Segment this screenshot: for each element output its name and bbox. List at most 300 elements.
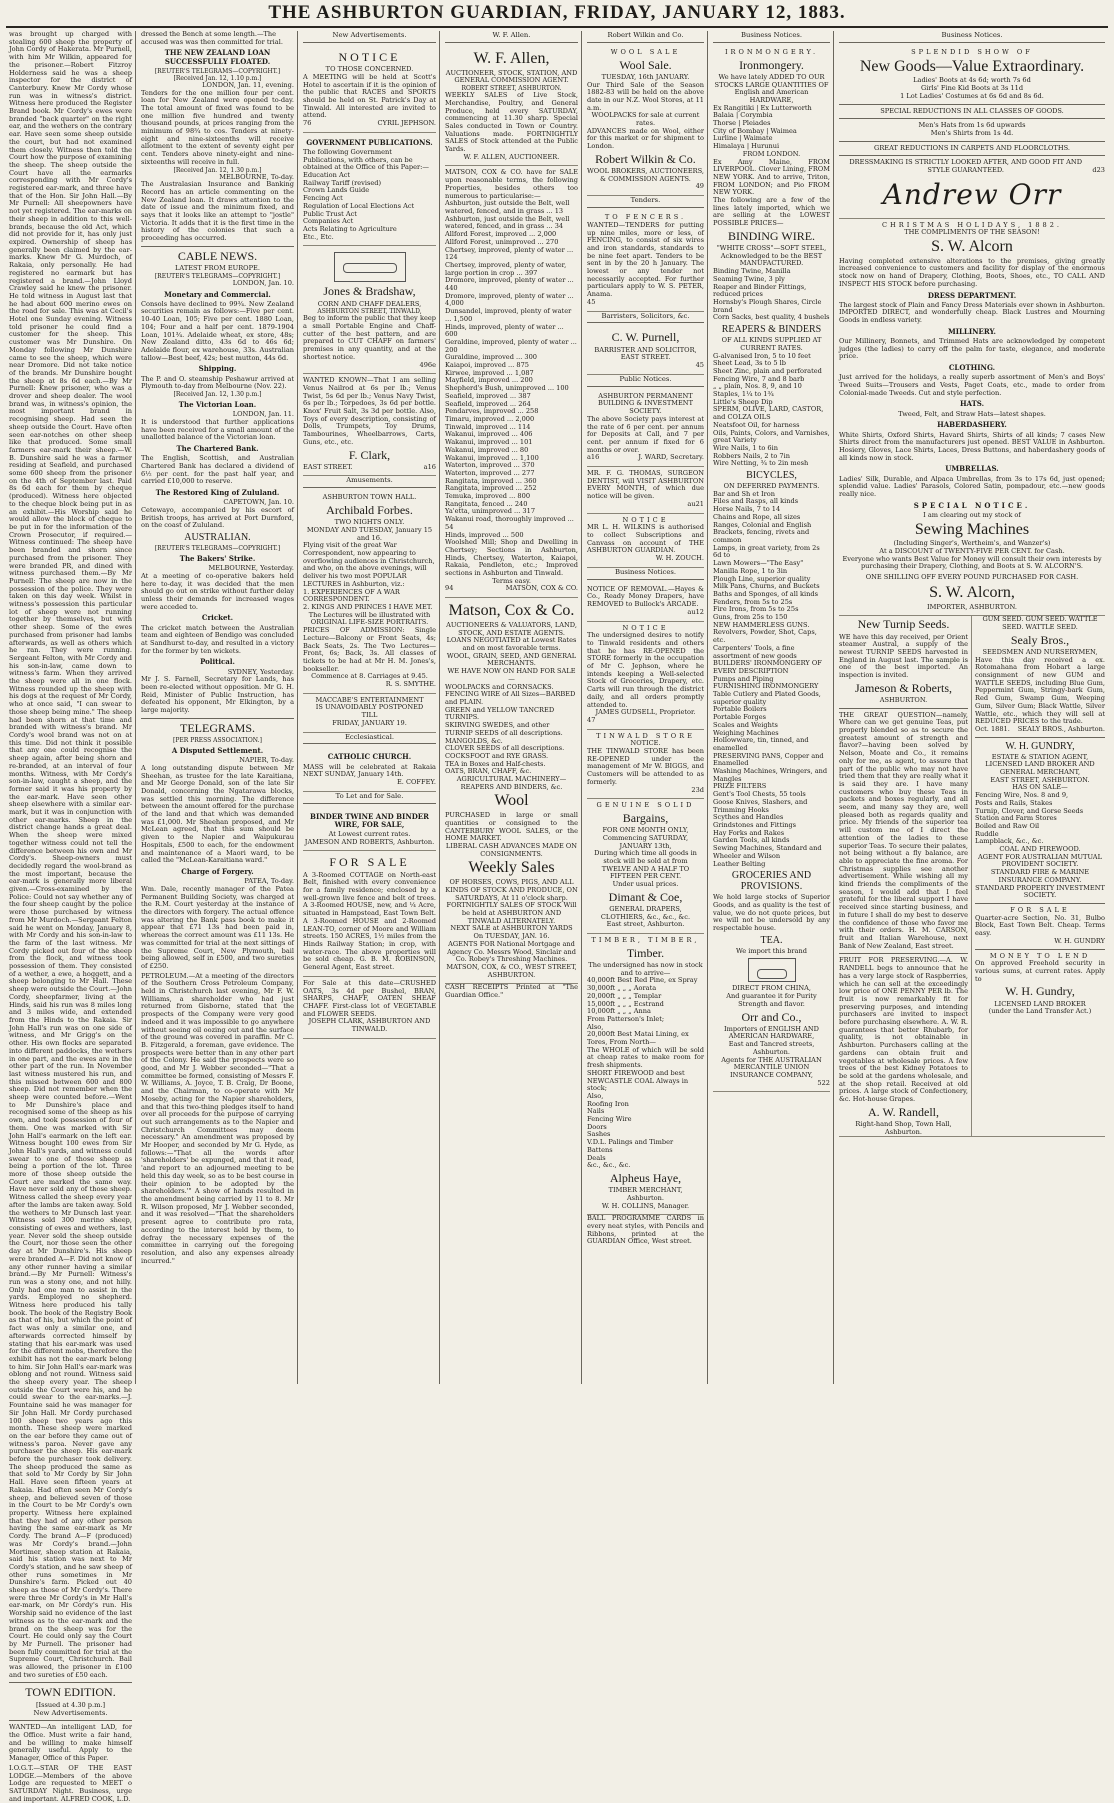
barristers-heading: Barristers, Solicitors, &c.: [587, 312, 704, 324]
column-header: Robert Wilkin and Co.: [587, 31, 704, 43]
reuters-note: [REUTER'S TELEGRAMS—COPYRIGHT.]: [154, 544, 281, 552]
thomas-ad: [587, 467, 704, 514]
hats-heading: HATS.: [959, 399, 985, 409]
wanderer-text: Ex Amy Maine, FROM LIVERPOOL. Clover Lining, FROM NEW YORK. And to arrive, Triton, FROM LONDON; and Pio FROM NEW YORK.: [713, 157, 830, 197]
column-7: [836, 31, 1108, 1384]
dimant-sub: GENERAL DRAPERS, CLOTHIERS, &c., &c., &c.: [600, 904, 691, 921]
court-report-text: was brought up charged with stealing 600 sheep the property of John Cordy of Hakerata. Mr Purnell, with him Mr Wilkin, appeared for the prisoner.—Robert Fitzroy Holderness said he was a sheep inspector for the district of Canterbury. Knew Mr Cordy whose run was in witness's district. Witness here produced the Register Brand book. Mr Cordy's ewes were branded "back quarter" on the right ear, and the wethers on the contrary ear. Have seen some sheep outside the court, but had not examined them closely. Witness then told the Court how the purpose of examining the sheep. The sheep outside the Court have all the earmarks corresponding with Mr Cordy's registered ear-mark, and three have that of the Hon. Sir John Hall.—By Mr Purnell: All sheepowners have not yet registered. The ear-marks on their sheep in addition to this well-brands, because the old Act, which did not provide for it, has only just expired. Ownership of sheep has generally been claimed by the ear-marks. Knew Mr G. Murdoch, of Rakaia, only personally. He had registered no earmark but has registered a brand.—John Lloyd Crawley said he knew the prisoner. He told witness in August last that he had about 600 merino ewes on the road for sale. This was at Cecil's Hotel one Sunday evening. Witness told prisoner he could find a customer for the sheep. This customer was Mr Dunshire. On Monday following Mr Dunshire came to see the sheep, which were near Dromore. Did not take notice of the brands. Mr Dunshire bought the sheep at 8s 6d each.—By Mr Purnell: Knew prisoner, who was a drover and sheep dealer. The wool brand was, in witness's opinion, the most important brand in recognising sheep. Had seen the sheep outside the Court. Have often seen ear-notches on other sheep like that produced. Some small farmers ear-mark their sheep.—W. B. Dunshire said he was a farmer residing at Seafield, and purchased some 600 sheep from the prisoner on the 4th of September last. Paid 8s 6d each for them by cheque (produced). Witness here objected to the cheque block being put in as an exhibit.—His Worship said he would allow the block of cheque to be put in for the information of the Crown Prosecutor, if required.—Witness continued: The sheep have been branded and shorn since purchased from the prisoner. They were branded PR, and dined with witness purchased them.—By Mr Purnell: The sheep are now in the possession of the police. They were taken on this day week. Whilst in witness's possession this particular lot of sheep were not running together by themselves, but with other sheep. Some of the ewes purchased from prisoner had lambs afterwards, as well as others which he ran. They were running. Sergeant Felton, with Mr Cordy and his son-in-law, came down to witness's farm. When they arrived the sheep were all in one flock. Witness rounded up the sheep with his dogs at the request of Mr Cordy, who at once said, "I can swear to those sheep being mine." The sheep had been shorn at that time and branded with witness's brand. Mr Cordy's wool brand was not on at this time. Did not think it possible that any one could recognise the sheep again, after being shorn and re-branded, at an interval of four months. Witness, with Mr Cordy's son-in-law, caught a sheep, and the former said it was his property by the ear-mark. Have seen other sheep elsewhere with a similar ear-mark, but it was in conjunction with other ear-marks. Sheep in the district change hands a great deal. When the sheep were mixed together witness could not tell the difference between his own and Mr Cordy's. Sheep-owners must decidedly regard the wool-brand as the most important, because the ear-mark is generally more liberal given.—Cross-examined by the Police: Could not say whether any of the four sheep caught by the police were those purchased by witness from Mr Murdoch.—Sergeant Felton said he went on Monday, January 8, with Mr Cordy and his son-in-law to the farm of the last witness. Mr Cordy picked out four of the sheep from the flock, and witness took possession of them. They consisted of a wether, a ewe, a hoggett, and a sheep belonging to Mr Hall. These sheep were outside the Court.—John Cordy, sheepfarmer, living at the Hinds, said his run was 8 miles long and 3 miles wide, and extended from the Hinds to the Rakaia. Sir John Hall's run was on one side of witness, and Mr Grigg's on the other. His own flocks are separated into different paddocks, the wethers in one part, and the ewes are in the other part of the run. In November last witness mustered his run, and this missed between 600 and 800 sheep. Did not remember when the sheep were counted before.—Went to Mr Dunshire's place and recognised some of the sheep as his own, and took possession of four of them. One was marked with Sir John Hall's earmark on the left ear. Witness bought 100 ewes from Sir John Hall's yards, and witness could swear to one of those sheep as being a portion of the lot. Three more of those sheep outside the Court are marked the same way. Have never sold any of those sheep. Witness called the sheep every year after the lambs are taken away. Sold the wethers to Mr Dunsch last year. Witness sold 300 merino sheep, consisting of ewes and wethers, last year. Never sold the sheep outside the Court, nor those seen the other day at Mr Dunshire's. His sheep were branded A—F. Did not know of any other runner having a similar brand.—By Mr Purnell: Witness's run was a stony one, and not hilly. Only had one man to assist in the yards. Employed no shepherd. Witness here produced his tally book. The book of the Registry Book as that of his, but which the point of fact was only a similar one, and afterwards corrected himself by stating that his ear-mark was used for the different mobs, therefore the exhibit has not the ear-mark belong to him. Sir John Hall's ear-mark was oblong and not round. Witness said the sheep every year. The sheep outside the Court were his, and he could swear to the ear-marks.—J. Fountaine said he was manager for Sir John Hall. Mr Cordy purchased 100 sheep two years ago this month. These sheep were marked on the ear before they came out of witness's paroa. Never gave any purchaser the sheep. His ear-mark before the purchaser took delivery. The sheep produced the same as that sold to Mr Cordy by Sir John Hall. Have seen fifteen years at Rakaia. Had often seen Mr Cordy's sheep, and believed seven of those in the Court to be Mr Cordy's own property. Witness here explained that they had of any other person having the same ear-mark as Mr Cordy. The brand A—F (produced) was Mr Cordy's brand.—John Mortimer, sheep station at Rakaia, said his station was next to Mr Cordy's station, and he saw sheep of other runs sometimes in Mr Dunshire's farm. Picked out 40 sheep as those of Mr Cordy's. There were three Mr Cordy's in Mr Hall's ear-mark, on Mr Cordy's run. His Worship said no evidence of the last witness as to the ear-mark and the brand on the sheep was for the Court. He could only say the Court by Mr Purnell. The prisoner had been fully committed for trial at the Supreme Court, Christchurch. Bail was allowed, the prisoner in £100 and two sureties of £50 each.: [9, 30, 133, 1679]
gudsell-signature: JAMES GUDSELL, Proprietor.: [595, 708, 696, 717]
clark-ad: [303, 374, 436, 476]
following-text: The following are a few of the lines lately imported, which we are selling at the LOWEST POSSIBLE PRICES—: [713, 196, 830, 228]
tenders-heading: Tenders.: [587, 196, 704, 208]
deferred-payments: ON DEFERRED PAYMENTS.: [723, 482, 820, 491]
ship-list: Ex Rangitiki | Ex Lutterworth Balaia | Corymbia Thorse | Pleiades City of Bombay | Waimea Lurline | Waimate Himalaya | Hurunui: [713, 103, 812, 151]
bargains-under: Under usual prices.: [612, 880, 679, 889]
agents-for: AGENTS FOR National Mortgage and Agency Co. Messrs Wood, Sinclair and Co. Robey's Threshing Machines.: [447, 939, 576, 964]
commercial-text: Consols have declined to 99¾. New Zealand securities remain as follows:—Five per cent. 10-40 Loan, 105; Five per cent. 1880 Loan, 104; Four and a half per cent. 1879-1904 Loan, 101¾. Adelaide wheat, ex store, 48s; New Zealand ditto, 43s 6d to 46s 6d; Adelaide flour, ex warehouse, 33s. Australian tallow—Best beef, 42s; best mutton, 44s 6d.: [141, 299, 294, 362]
chartered-heading: The Chartered Bank.: [176, 443, 259, 453]
dateline: LONDON, Jan. 10.: [232, 278, 294, 287]
andrew-orr-signature: Andrew Orr: [882, 177, 1062, 211]
alcorn-text: Having completed extensive alterations to the premises, giving greatly increased convenience to customers and facility for display of the enormous stock now on hand of Drapery, Clothing, Boots, Shoes, etc., TO CALL AND INSPECT HIS STOCK before purchasing.: [839, 256, 1105, 288]
iron-list: Binding Twine, Manilla Seaming Twine, 3 ply Reaper and Binder Fittings, reduced prices Hornsby's Plough Shares, Circle brand Corn Sacks, best quality, 4 bushels: [713, 267, 830, 322]
amusements-heading: Amusements.: [303, 476, 436, 488]
white-cross: "WHITE CROSS"—SOFT STEEL,: [716, 244, 827, 253]
ladies-boots-list: Ladies' Boots at 4s 6d; worth 7s 6d Girls' Fine Kid Boots at 3s 11d 1 Lot Ladies' Costumes at 6s 6d and 8s 6d.: [900, 76, 1044, 100]
umbrellas-heading: UMBRELLAS.: [945, 464, 999, 474]
compliments: THE COMPLIMENTS OF THE SEASON!: [904, 228, 1040, 237]
wool-sale-date: TUESDAY, 16th JANUARY.: [601, 72, 690, 81]
dispute-heading: A Disputed Settlement.: [171, 745, 264, 755]
jones-ad: [303, 246, 436, 374]
mens-list: Men's Hats from 1s 6d upwards Men's Shirts from 1s 4d.: [918, 121, 1026, 137]
alpheus-title: Alpheus Haye,: [609, 1170, 682, 1185]
column-header: Business Notices.: [839, 31, 1105, 43]
tea-import: We import this brand: [736, 946, 807, 955]
bottom-ads-row: [839, 616, 1105, 1137]
gundry-sub: ESTATE & STATION AGENT, LICENSED LAND BROKER AND GENERAL MERCHANT,: [985, 752, 1095, 777]
issued-note: [Issued at 4.30 p.m.]: [35, 1700, 106, 1709]
forsale-signature: W. H. GUNDRY: [1054, 936, 1105, 945]
carpets: GREAT REDUCTIONS IN CARPETS AND FLOORCLOTHS.: [874, 143, 1070, 152]
alpheus-address: Ashburton.: [627, 1193, 664, 1202]
received-note: [Received Jan. 12, 1.30 p.m.]: [173, 390, 262, 398]
allen-title: W. F. Allen,: [473, 49, 550, 67]
ad-number: 47: [587, 715, 596, 724]
nz-loan-heading: THE NEW ZEALAND LOAN SUCCESSFULLY FLOATED.: [164, 48, 271, 66]
dateline: LONDON, Jan. 11.: [232, 410, 294, 419]
dimant-title: Dimant & Coe,: [608, 889, 683, 904]
zulu-text: Cetewayo, accompanied by his escort of British troops, has arrived at Port Durnford, on the coast of Zululand.: [141, 505, 294, 530]
received-note: [Received Jan. 12, 1.30 p.m.]: [173, 166, 262, 174]
jameson-title: Jameson & Roberts,: [855, 680, 952, 695]
reuters-note: [REUTER'S TELEGRAMS—COPYRIGHT.]: [154, 67, 281, 75]
ironmongery-ad: [713, 46, 830, 1092]
standard-fire: STANDARD FIRE & MARINE INSURANCE COMPANY.: [990, 868, 1090, 884]
timber-text: The undersigned has now in stock and to arrive—: [588, 960, 703, 977]
jones-title: Jones & Bradshaw,: [323, 284, 416, 299]
maccabe-till: TILL: [361, 711, 378, 720]
gum-seed-title: GUM SEED. GUM SEED. WATTLE SEED. WATTLE SEED.: [982, 615, 1098, 632]
binder-title: BINDER TWINE AND BINDER WIRE, FOR SALE,: [310, 811, 429, 829]
wool-sale-ad: [587, 46, 704, 196]
removal-ad: [587, 583, 704, 622]
iron-caps: IRONMONGERY.: [724, 47, 819, 56]
bargains-month: FOR ONE MONTH ONLY,: [602, 826, 689, 835]
purnell-title: C. W. Purnell,: [611, 330, 680, 345]
orr-address: East and Tancred streets, Ashburton.: [728, 1040, 815, 1056]
mass-text: MASS will be celebrated at Rakaia NEXT SUNDAY, January 14th.: [303, 762, 436, 779]
allen-ad: [445, 46, 578, 167]
fruit-text: FRUIT FOR PRESERVING.—A. W. RANDELL begs to announce that he has a very large stock of Raspberries, which he can sell at the exceedingly low price of ONE PENNY PER lb. The fruit is now remarkably fit for preserving purposes, and intending purchasers are invited to inspect before purchasing elsewhere. A. W. R. guarantees that better Rhubarb, for quality, is not obtainable in Ashburton. Purchasers calling at the gardens can obtain fruit and vegetables at wholesale prices. A few trees of the best Kidney Potatoes to be sold at the gardens wholesale, and at the shop retail. Received at old prices. A large stock of Confectionery, &c. Hot-house Grapes.: [839, 956, 968, 1104]
dateline: NAPIER, To-day.: [239, 756, 294, 765]
notice-text: A MEETING will be held at Scott's Hotel to ascertain if it is the opinion of the public that RACES and SPORTS should be held on St. Patrick's Day at Tinwald. All interested are invited to attend.: [303, 72, 436, 120]
ad-number: 45: [587, 297, 596, 306]
wool-title: Wool: [494, 792, 529, 810]
dateline: MELBOURNE, To-day.: [219, 172, 294, 181]
sealy-date: Oct. 1881.: [975, 724, 1010, 733]
timber-list: 40,000ft Best Red Pine, ex Spray 30,000ft „ „ „ Aorata 20,000ft „ „ „ Templar 15,000ft „ „ „ Ecstrand 10,000ft „ „ „ Anna From Patterson's Inlet; Also, 20,000ft Best Matai Lining, ex Tores, From North—: [587, 976, 698, 1047]
dress-heading: DRESS DEPARTMENT.: [927, 290, 1017, 300]
standard-property: STANDARD PROPERTY INVESTMENT SOCIETY.: [975, 883, 1105, 900]
column-6: [710, 31, 834, 1384]
press-note: [PER PRESS ASSOCIATION.]: [173, 736, 262, 744]
groceries-text: We hold large stocks of Superior Goods, and as quality is the test of value, we do not quote prices, but we will not be undersold by any respectable house.: [713, 893, 830, 933]
sewing-title: Sewing Machines: [914, 520, 1030, 538]
haberdashery-heading: HABERDASHERY.: [937, 420, 1007, 430]
latest-europe: LATEST FROM EUROPE.: [175, 264, 260, 273]
gundry-has: HAS ON SALE—: [1012, 783, 1068, 792]
bargains-during: During which time all goods in stock will be sold at from: [594, 849, 697, 865]
matson-title: Matson, Cox & Co.: [448, 602, 575, 620]
sealy-text: Have this day received a ex. Rotomahana from Hobart a large consignment of new GUM and WATTLE SEEDS, including Blue Gum, Peppermint Gum, Stringy-bark Gum, Red Gum, Swamp Gum, Weeping Gum, Silver Gum; Black Wattle, Silver Wattle, etc., which they will sell at REDUCED PRICES to the trade.: [975, 655, 1105, 726]
one-shilling-text: ONE SHILLING OFF EVERY POUND PURCHASED FOR CASH.: [865, 573, 1079, 582]
ad-number: 94: [445, 584, 454, 593]
special-reductions: SPECIAL REDUCTIONS IN ALL CLASSES OF GOODS.: [880, 106, 1064, 115]
notice-ad: [303, 46, 436, 133]
iron-adds: We have lately ADDED TO OUR STOCKS LARGE QUANTITIES OF English and American HARDWARE,: [714, 72, 829, 104]
forbes-ad: [303, 491, 436, 693]
forbes-text: Flying visit of the great War Correspondent, now appearing to overflowing audiences in Christchurch, and who, on the above evenings, will deliver his two most POPULAR LECTURES in Ashburton, viz.: 1. EXPERIENCES OF A WAR CORRESPONDENT. 2. KINGS AND PRINCES I HAVE MET.: [303, 541, 435, 611]
maccabe-title: MACCABE'S ENTERTAINMENT: [315, 695, 424, 704]
bargains-title: Bargains,: [622, 810, 669, 825]
timber-list-2: SHORT FIREWOOD and best NEWCASTLE COAL Always in stock; Also, Roofing Iron Nails Fencing Wire Doors Sashes V.D.L. Palings and Timber Battens Deals &c., &c., &c.: [587, 1068, 689, 1170]
notice-text: MR L. H. WILKINS is authorised to collect Subscriptions and Canvass on account of THE ASHBURTON GUARDIAN.: [587, 523, 704, 555]
wilkin-title: Robert Wilkin & Co.: [595, 151, 696, 166]
notice-text: The undersigned desires to notify to Tinwald residents and others that he has RE-OPENED the STORE formerly in the occupation of Mr C. Jephson, where he intends keeping a Well-selected Stock of Groceries, Drapery, etc. Carts will run through the district daily, and all orders promptly attended to.: [587, 631, 704, 709]
gudsell-ad: [587, 622, 704, 730]
dateline: CAPETOWN, Jan. 10.: [223, 498, 294, 507]
matson-signature: MATSON, COX & CO.: [505, 584, 578, 593]
notice-signature: CYRIL JEPHSON.: [377, 119, 436, 128]
fencers-title: TO FENCERS.: [604, 213, 687, 222]
gov-title: GOVERNMENT PUBLICATIONS.: [306, 137, 433, 147]
timber-ad: [587, 934, 704, 1215]
dateline: SYDNEY, Yesterday.: [227, 667, 294, 676]
reapers-sub: OF ALL KINDS SUPPLIED AT CURRENT RATES.: [721, 336, 822, 352]
matson-agents-ad: [445, 598, 578, 984]
cricket-text: The cricket match between the Australian team and eighteen of Bendigo was concluded at Sandhurst to-day, and resulted in a victory for the former by ten wickets.: [141, 623, 294, 655]
jones-address: ASHBURTON STREET, TINWALD,: [317, 308, 422, 316]
ad-number: au21: [687, 499, 704, 508]
randell-title: A. W. Randell,: [868, 1104, 939, 1119]
sealy-title: Sealy Bros.,: [1010, 632, 1070, 647]
special-notice-heading: SPECIAL NOTICE.: [913, 500, 1031, 510]
alcorn-title: S. W. Alcorn: [931, 237, 1013, 255]
umbrellas-text: Ladies' Silk, Durable, and Alpaca Umbrellas, from 3s to 17s 6d, just opened; splendid value. Ladies' Parasols, Colored Satin, pompadour, etc.—new goods really nice.: [839, 474, 1105, 498]
dateline: PATEA, To-day.: [244, 877, 294, 886]
forbes-prices: PRICES OF ADMISSION: Single Lecture—Balcony or Front Seats, 4s; Back Seats, 2s. The Two Lectures—Front, 6s; Back, 3s. All classes of tickets to be had at Mr H. M. Jones's, bookseller.: [303, 626, 436, 673]
ball-cards: BALL PROGRAMME CARDS in every neat styles, with Pencils and Ribbons, printed at the GUARDIAN Office, West street.: [587, 1214, 704, 1246]
notice-title: NOTICE: [338, 49, 401, 64]
allen-address: ROBERT STREET, ASHBURTON.: [461, 85, 562, 93]
timber-caps: TIMBER, TIMBER,: [591, 936, 700, 945]
commercial-heading: Monetary and Commercial.: [164, 289, 271, 299]
iron-list-3: Bar and Sh et Iron Files and Rasps, all kinds Horse Nails, 7 to 14 Chains and Rope, all sizes Ranges, Colonial and English Brackets, fencing, rivets and common Lamps, in great variety, from 2s 6d to Lawn Mowers—"The Easy" Manilla Rope, 1 to 3in Plough Line, superior quality Milk Pans, Churns, and Buckets Baths and Sponges, of all kinds Fenders, from 5s to 25s Fire Irons, from 5s to 25s Guns, from 25s to 150 NEW HAMMERLESS GUNS. Revolvers, Powder, Shot, Caps, etc. Carpenters' Tools, a fine assortment of new goods BUILDERS' IRONMONGERY OF EVERY DESCRIPTION Pumps and Piping FURNISHING IRONMONGERY Table Cutlery and Plated Goods, superior quality Portable Boilers Portable Forges Scales and Weights Weighing Machines Hollowware, tin, tinned, and enamelled PRESERVING PANS, Copper and Enamelled Washing Machines, Wringers, and Mangles PRIZE FILTERS Gent's Tool Chests, 55 tools Goose Knives, Slashers, and Trimming Hooks Scythes and Handles Grindstones and Fittings Hay Forks and Rakes Garden Tools, all kinds Sewing Machines, Standard and Wheeler and Wilson Leather Belting: [713, 489, 828, 868]
forsale-text: A 3-Roomed COTTAGE on North-east Belt, finished with every convenience for a family residence; enclosed by a well-grown live fence and belt of trees. A 3-Roomed HOUSE, new, and ¼ Acre, situated in Hampstead, East Town Belt. A 3-Roomed HOUSE and 2-Roomed LEAN-TO, corner of Moore and William streets. 150 ACRES, 1½ miles from the Hinds Railway Station; in crop, with water-race. The above properties will be sold cheap. G. B. M. ROBINSON, General Agent, East street.: [303, 870, 436, 972]
turnip-title: New Turnip Seeds.: [857, 617, 950, 632]
received-note: [Received Jan. 12, 1.10 p.m.]: [173, 74, 262, 82]
loan-text: Tenders for the one million four per cent. loan for New Zealand were opened to-day. The total amount of fixed was found to be one million five hundred and twenty thousand pounds, at prices ranging from the minimum of 98¾ to cos. Tenders at ninety-eight and nine-sixteenths will receive allotment to the extent of seventy eight per cent. Tenders above ninety-eight and nine-sixteenths will receive in full.: [141, 88, 294, 166]
wilkin-sub: WOOL BROKERS, AUCTIONEERS, & COMMISSION AGENTS.: [587, 167, 704, 183]
alpheus-sub: TIMBER MERCHANT,: [608, 1186, 683, 1195]
town-edition-heading: TOWN EDITION.: [25, 1685, 116, 1700]
petroleum-text: PETROLEUM.—At a meeting of the directors of the Southern Cross Petroleum Company, held in Christchurch last evening, Mr F. W. Williams, a shareholder who had just returned from Gisborne, stated that the prospects of the Company were very good indeed and it was impossible to go anywhere without seeing oil oozing out and the surface of the ground was covered in paraffin. Mr C. B. Fitzgerald, a foreman, gave evidence. The prospects were better than in any other part of the Colony. He said the prospects were so good, and Mr J. Webber seconded—"That a committee be formed, consisting of Messrs F. W. Williams, A. Joyce, T. B. Craig, Dr Boone, and the Chairman, to co-operate with Mr Moseby, acting for the Napier shareholders, and that this two-thing pledges itself to hand over all proceeds for the purpose of carrying out such arrangements as to the Napier and Christchurch Committees may deem necessary." An amendment was proposed by Mr Hooper, and seconded by Mr G. Hyde, as follows:—"That all the words after 'shareholders' be expunged, and that it read, 'and report to an adjourned meeting to be held this day week, so as to be best course in their opinion to be adopted by the shareholders.'" A show of hands resulted in the amendment being carried by 11 to 8. Mr R. Wilson proposed, Mr J. Webber seconded, and it was resolved—"That the shareholders present agree to contribute pro rata, according to the interest held by them, to defray the necessary expenses of the committee in carrying out the foregoing resolution, and also any expenses already incurred.": [141, 971, 294, 1265]
matson-woolshed: Woolshed Mill; Shop and Dwelling in Chertsey; Sections in Ashburton, Hinds, Chertsey, Waterton, Kaiapoi, Rakaia, Pendleton, etc.; Improved sections in Ashburton and Tinwald.: [445, 538, 578, 578]
sealy-signature: SEALY BROS., Ashburton.: [1017, 724, 1105, 733]
matson-hand-list: WOOLPACKS and CORNSACKS. FENCING WIRE of All Sizes—BARBED and PLAIN. GREEN and YELLOW TANCRED TURNIPS. SKIRVING SWEDES, and other TURNIP SEEDS of all descriptions. MANGOLDS, &c. CLOVER SEEDS of all descriptions. COCKSFOOT and RYE GRASS. TEA in Boxes and Half-chests. OATS, BRAN, CHAFF, &c.: [445, 682, 576, 776]
wool-sale-text: Our Third Sale of the Season 1882-83 will be held on the above date in our N.Z. Wool Stores, at 11 a.m.: [587, 80, 704, 112]
tinwald-title: TINWALD STORE: [596, 731, 695, 740]
jameson-address: ASHBURTON.: [879, 695, 928, 704]
ecclesiastical-heading: Ecclesiastical.: [303, 733, 436, 745]
clothing-heading: CLOTHING.: [948, 363, 996, 373]
next-sale: NEXT SALE at ASHBURTON YARDS On TUESDAY, JAN. 16.: [450, 924, 573, 941]
binder-ad: [303, 807, 436, 852]
bargains-percent: TWELVE AND A HALF TO FIFTEEN PER CENT.: [601, 864, 690, 881]
perm-text: The above Society pays interest at the rate of 6 per cent. per annum for Deposits at Call, and 7 per cent. per annum if fixed for 6 months or over.: [587, 414, 704, 454]
allen-sub: AUCTIONEER, STOCK, STATION, AND GENERAL COMMISSION AGENT.: [445, 68, 578, 85]
tea-title: TEA.: [760, 934, 783, 946]
chartered-text: The English, Scottish, and Australian Chartered Bank has declared a dividend of 6½ per cent. for the past half year, and carried £10,000 to reserve.: [141, 454, 294, 486]
catholic-title: CATHOLIC CHURCH.: [327, 752, 412, 762]
weekly-sales-text: OF HORSES, COWS, PIGS, AND ALL KINDS OF STOCK AND PRODUCE, ON SATURDAYS, At 11 o'clock sharp.: [445, 878, 578, 902]
purnell-ad: [587, 326, 704, 374]
acknowledged: Acknowledged to be the BEST MANUFACTURED.: [720, 251, 823, 268]
matson-wool-agents: WOOL, GRAIN, SEED, AND GENERAL MERCHANTS.: [446, 651, 577, 668]
forbes-commence: Commence at 8. Carriages at 9.45.: [311, 672, 428, 681]
forbes-title: Archibald Forbes.: [326, 503, 413, 518]
joseph-clark-signature: JOSEPH CLARK, ASHBURTON AND TINWALD.: [308, 1017, 431, 1034]
purnell-sub: BARRISTER AND SOLICITOR, EAST STREET.: [594, 345, 697, 362]
accused-text: dressed the Bench at some length.—The accused was was then committed for trial.: [141, 30, 283, 46]
everyone-text: Everyone who wants Best Value for Money will consult their own interests by purchasing their Drapery, Clothing, and Boots at S. W. ALCORN'S.: [842, 554, 1102, 571]
ad-number: a16: [423, 462, 436, 471]
thomas-text: MR. F. G. THOMAS, SURGEON DENTIST, will VISIT ASHBURTON EVERY MONTH, of which due notice will be given.: [587, 469, 704, 501]
alcorn-ad: [839, 219, 1105, 617]
groceries-title: GROCERIES AND PROVISIONS.: [731, 870, 812, 893]
ad-number: a16: [587, 453, 600, 462]
forsale-ad: [303, 851, 436, 976]
column-1: [6, 30, 136, 1803]
public-notices-heading: Public Notices.: [587, 375, 704, 387]
tea-direct: DIRECT FROM CHINA,: [731, 984, 812, 993]
alcorn-title-2: S. W. Alcorn,: [929, 583, 1015, 601]
xmas-title: CHRISTMAS HOLIDAYS, 1882.: [881, 220, 1063, 229]
ad-number: 49: [695, 182, 704, 191]
matson-intro: MATSON, COX & CO. have for SALE upon reasonable terms, the following Properties, besides others too numerous to particularise:—: [445, 168, 578, 200]
gov-list: The following Government Publications, with others, can be obtained at the Office of this Paper:— Education Act Railway Tariff (revised) Crown Lands Guide Fencing Act Regulation of Local Elections Act Public Trust Act Companies Act Acts Relating to Agriculture Etc., Etc.: [303, 147, 429, 241]
forbes-signature: R. S. SMYTHE.: [385, 680, 436, 689]
dress-text: The largest stock of Plain and Fancy Dress Materials ever shown in Ashburton. IMPORTED DIRECT, and wonderfully cheap. Black Lustres and Mourning Goods in endless variety.: [839, 300, 1105, 325]
melbourne-text: The Australasian Insurance and Banking Record has an article commenting on the New Zealand loan. It draws attention to the date of issue and the minimum fixed, and says that it looks like an attempt to "jostle" Victoria. It adds that it is the first time in the history of the colonies that such a proceeding has occurred.: [141, 180, 294, 243]
jones-sub: CORN AND CHAFF DEALERS,: [317, 299, 422, 308]
wool-sale-caps: WOOL SALE: [610, 47, 681, 56]
notice-title: NOTICE: [622, 623, 669, 632]
business-heading: Business Notices.: [587, 568, 704, 580]
dateline: MELBOURNE, Yesterday.: [208, 564, 294, 573]
ad-number: 76: [303, 119, 312, 128]
tea-brand-mark: [748, 958, 796, 982]
notice-wilkins-ad: [587, 514, 704, 568]
victorian-text: It is understood that further applications have been received for a small amount of the unallotted balance of the Victorian loan.: [141, 417, 294, 442]
notice-title: NOTICE: [622, 515, 669, 524]
allen-text: WEEKLY SALES of Live Stock, Merchandise, Poultry, and General Produce, held every SATURDAY, commencing at 11.30 sharp. Special Sales conducted in Town or Country. Valuations made. FORTNIGHTLY SALES of Stock attended at the Public Yards.: [445, 91, 578, 154]
column-3: [300, 31, 440, 1384]
telegrams-heading: TELEGRAMS.: [180, 720, 255, 735]
ad-number: d23: [1092, 166, 1105, 175]
notice-signature: W. H. ZOUCH.: [655, 554, 704, 563]
hats-text: Tweed, Felt, and Straw Hats—latest shapes.: [898, 409, 1046, 418]
tea-guarantee: And guarantee it for Purity Strength and flavor.: [726, 992, 817, 1008]
sealy-sub: SEEDSMEN AND NURSERYMEN,: [982, 647, 1098, 656]
fortnightly-text: FORTNIGHTLY SALES OF STOCK Will be held at ASHBURTON AND TINWALD ALTERNATELY.: [446, 901, 577, 925]
millinery-text: Our Millinery, Bonnets, and Trimmed Hats are acknowledged by competent judges (the ladies) to carry off the palm for taste, elegance, and moderate price.: [839, 337, 1105, 361]
chaff-cutter-engraving: [334, 252, 406, 282]
orr-sub: Importers of ENGLISH AND AMERICAN HARDWARE,: [724, 1024, 819, 1041]
maccabe-postponed: IS UNAVOIDABLY POSTPONED: [315, 703, 424, 712]
great-question-text: THE GREAT QUESTION—namely, Where can we get genuine Teas, put properly blended so as to secure the greatest amount of strength and flavor?—having been solved by Nelson, Moate and Co., it remains only for me, as agent, to assure that part of the public who may not have tried them that they are really what it is said they are. I have many customers who buy these Teas in packets and boxes regularly, and all seem, and many say they are, well pleased both as regards quality and price. My friends of the superior tea will custom me of I direct the attention of the ladies to these superior Teas. To secure their palates, not being without a fly balance, are able to appreciate the fine aroma. For Christmas supplies see another advertisement. While wishing all my kind friends the compliments of the season, I would add that I feel grateful for the liberal support I have received since starting business, and in future I shall do my best to deserve the confidence of those who favor me with their orders. H. M. CARSON, fruit and Italian Warehouse, next Bank of New Zealand, East street.: [839, 710, 968, 950]
matson-machinery: AGRICULTURAL MACHINERY—REAPERS AND BINDERS, &c.: [456, 775, 567, 791]
masthead: THE ASHBURTON GUARDIAN, FRIDAY, JANUARY 12, 1883.: [6, 0, 1108, 28]
turnip-text: WE have this day received, per Orient steamer Austral, a supply of the newest TURNIP SEEDS harvested in England in August last. The sample is one of the best imported. An inspection is invited.: [839, 632, 968, 680]
haberdashery-text: White Shirts, Oxford Shirts, Havard Shirts, Shirts of all kinds; 7 cases New Shirts direct from the manufacturers just opened. BEST VALUE in Ashburton. Hosiery, Gloves, Lace Shirts, Laces, Dress Buttons, and haberdashery goods of all kinds now in stock.: [839, 430, 1105, 462]
newspaper-page: [6, 28, 1108, 1803]
ad-number: 23d: [691, 785, 704, 794]
genuine-title: GENUINE SOLID: [596, 801, 695, 810]
shipping-heading: Shipping.: [198, 364, 237, 374]
woolpacks: WOOLPACKS for sale at current rates.: [591, 111, 700, 128]
clark-title: F. Clark,: [348, 447, 391, 462]
ad-number: 522: [817, 1078, 830, 1087]
ad-number: au12: [687, 607, 704, 616]
maccabe-date: FRIDAY, JANUARY 19.: [332, 718, 407, 727]
gundry-address: EAST STREET, ASHBURTON.: [990, 775, 1090, 784]
coffey-signature: E. COFFEY.: [396, 778, 436, 787]
iron-list-2: G-alvanised Iron, 5 to 10 feet Sheet Lead, 3s to 5 lb Sheet Zinc, plain and perforated Fencing Wire, 7 and 8 barb „ „ plain, Nos. 8, 9, and 10 Staples, 1¼ to 1¾ Little's Sheep Dip SPERM, OLIVE, LARD, CASTOR, and COLZA OILS Neatsfoot Oil, for harness Oils, Paints, Colors, and Varnishes, great Variety Wire Nails, 1 to 6in Robbers Nails, 2 to 7in Wire Netting, ¾ to 2in mesh: [713, 351, 830, 468]
forgery-text: Wm. Dale, recently manager of the Patea Permanent Building Society, was charged at the R.M. Court yesterday at the instance of the directors with forgery. The actual offence was altering the Bank pass book to make it appear that £71 13s had been paid in, whereas the correct amount was £11 13s. He was committed for trial at the next sittings of the Supreme Court, New Plymouth, bail being allowed, self in £500, and two sureties of £250.: [141, 884, 294, 970]
iron-title: Ironmongery.: [739, 57, 804, 72]
reuters-note: [REUTER'S TELEGRAMS—COPYRIGHT.]: [154, 272, 281, 280]
splendid-title: SPLENDID SHOW OF: [911, 47, 1033, 56]
catholic-ad: [303, 747, 436, 791]
australian-heading: AUSTRALIAN.: [184, 531, 251, 543]
money-title: MONEY TO LEND: [989, 951, 1091, 960]
bargains-commencing: Commencing SATURDAY, JANUARY 13th,: [602, 833, 689, 850]
gundry-act: (under the Land Transfer Act.): [988, 1007, 1092, 1016]
alcorn-importer: IMPORTER, ASHBURTON.: [927, 602, 1017, 611]
reapers-title: REAPERS & BINDERS: [721, 324, 822, 336]
bakers-heading: The Bakers' Strike.: [179, 553, 256, 563]
column-header: W. F. Allen.: [445, 31, 578, 43]
liberal-advances: LIBERAL CASH ADVANCES MADE ON CONSIGNMENTS.: [445, 842, 578, 858]
town-hall: ASHBURTON TOWN HALL.: [322, 493, 417, 502]
dispute-text: A long outstanding dispute between Mr Sheehan, as trustee for the late Karaitiana, and Mr George Donald, son of the late Sir Donald, concerning the Ngatarawa blocks, was settled this morning. The difference between the amount offered for the purchase of the land and that which was demanded was £1,000. Mr Sheehan proposed, and Mr McLean agreed, that this sum should be given to the Napier and Waipukurau Hospitals, £500 to each, for the endowment and maintenance of a Maori ward, to be called the "McLean-Karaitiana ward.": [141, 763, 294, 865]
forgery-heading: Charge of Forgery.: [181, 866, 254, 876]
matson-property-list: Ashburton, just outside the Belt, well watered, fenced, and in grass ... 13 Ashburton, just outside the Belt, well watered, fenced, and in grass ... 34 Allford Forest, improved ... 2,000 Allford Forest, unimproved ... 270 Chertsey, improved, plenty of water ... 124 Chertsey, improved, plenty of water, large portion in crop ... 397 Dromore, improved, plenty of water ... 440 Dromore, improved, plenty of water ... 4,000 Dunsandel, improved, plenty of water ... 1,500 Hinds, improved, plenty of water ... 600 Geraldine, improved, plenty of water ... 200 Guraldine, improved ... 300 Kaiapoi, improved ... 875 Kirwee, improved ... 1,087 Mayfield, improved ... 200 Shepherd's Bush, unimproved ... 100 Seafield, improved ... 387 Seafield, improved ... 264 Pendarves, improved ... 258 Timaru, improved ... 2,000 Tinwald, improved ... 114 Wakanui, improved ... 406 Wakanui, improved ... 101 Wakanui, improved ... 80 Wakanui, improved ... 1,100 Waterton, improved ... 370 Waterton, improved ... 277 Rangitata, improved ... 360 Rangitata, improved ... 252 Temuka, improved ... 800 Rangitata, fenced ... 240 Ya'etta, unimproved ... 317 Wakanui road, thoroughly improved ... 54 Hinds, improved ... 500: [445, 199, 577, 539]
clothing-text: Just arrived for the holidays, a really superb assortment of Men's and Boys' Tweed Suits—Trousers and Vests, Paget Coats, etc., made to order from Colonial-made Tweeds. Cut and style perfection.: [839, 373, 1105, 397]
clark-address: EAST STREET.: [303, 462, 353, 471]
sewing-sub: (Including Singer's, Wertheim's, and Wanzer's): [893, 539, 1051, 548]
two-nights: TWO NIGHTS ONLY.: [334, 518, 405, 527]
column-header: Business Notices.: [713, 31, 830, 43]
gundry-sub-2: LICENSED LAND BROKER: [994, 999, 1086, 1008]
money-text: On approved Freehold security in various sums, at current rates. Apply to: [975, 959, 1105, 983]
matson-loans: LOANS NEGOTIATED at Lowest Rates and on most favorable terms.: [446, 636, 577, 653]
randell-address: Right-hand Shop, Town Hall, Ashburton.: [855, 1119, 952, 1136]
forbes-dates: MONDAY AND TUESDAY, January 15 and 16.: [306, 525, 433, 542]
bicycles-title: BICYCLES,: [746, 470, 797, 482]
forsale-title: FOR SALE: [1010, 906, 1070, 914]
bargains-ad: [587, 799, 704, 934]
orr-title: Orr and Co.,: [741, 1009, 802, 1024]
bottom-right-ads: [972, 616, 1105, 1136]
tinwald-store-ad: [587, 730, 704, 800]
gundry-title: W. H. GUNDRY,: [1005, 740, 1075, 752]
coal-firewood: COAL AND FIREWOOD.: [999, 845, 1081, 854]
gov-publications-ad: [303, 133, 436, 247]
allen-signature: W. F. ALLEN, AUCTIONEER.: [463, 152, 560, 161]
new-goods-title: New Goods—Value Extraordinary.: [859, 57, 1085, 75]
binder-signature: JAMESON AND ROBERTS, Ashburton.: [304, 837, 435, 846]
cable-news-heading: CABLE NEWS.: [177, 248, 258, 263]
dateline: LONDON, Jan. 11, evening.: [202, 80, 294, 89]
matson-hand: WE HAVE NOW ON HAND FOR SALE—: [447, 667, 576, 683]
fencers-ad: [587, 211, 704, 311]
perm-title: ASHBURTON PERMANENT BUILDING & INVESTMENT SOCIETY.: [598, 391, 693, 416]
orr-agents: Agents for THE AUSTRALIAN MERCANTILE UNION INSURANCE COMPANY,: [721, 1055, 822, 1079]
political-heading: Political.: [200, 657, 235, 667]
collins-signature: W. H. COLLINS, Manager.: [601, 1201, 690, 1210]
gundry-title-2: W. H. Gundry,: [1005, 984, 1075, 999]
maccabe-ad: [303, 694, 436, 733]
ad-number: 45: [695, 361, 704, 370]
wanted-lad-ad: WANTED—An intelligent LAD, for the Office. Must write a fair hand, and be willing to make himself generally useful. Apply to the Manager, Office of this Paper.: [9, 1723, 132, 1763]
shipping-text: The P. and O. steamship Peshawur arrived at Plymouth to-day from Melbourne (Nov. 22).: [141, 374, 294, 391]
matson-signature: MATSON, COX, & CO., WEST STREET, ASHBURTON.: [446, 962, 577, 979]
chaff-ad: [303, 977, 436, 1039]
victorian-loan-heading: The Victorian Loan.: [178, 399, 257, 409]
ad-number: 496e: [419, 360, 436, 369]
binder-text: At Lowest current rates.: [328, 830, 411, 839]
wanted-text: WANTED KNOWN—That I am selling Venus Nailrod at 6s per lb.; Venus Twist, 5s 6d per lb.; Venus Navy Twist, 6s per lb.; Torpedoes, 3s 6d per bottle. Knox' Fruit Salt, 3s 3d per bottle. Also, Toys of every description, consisting of Dolls, Trumpets, Toy Drums, Tambourines, Wheelbarrows, Carts, Guns, etc., etc.: [303, 376, 436, 446]
from-london: FROM LONDON.: [742, 149, 801, 158]
wool-text: PURCHASED in large or small quantities or consigned to the CANTERBURY WOOL SALES, or the HOME MARKET.: [445, 811, 578, 843]
forsale-text: Quarter-acre Section, No. 31, Bulbo Block, East Town Belt. Cheap. Terms easy.: [975, 913, 1105, 938]
notice-sub: TO THOSE CONCERNED.: [325, 65, 414, 74]
political-text: Mr J. S. Farnell, Secretary for Lands, has been re-elected without opposition. Mr G. H. Reid, Minister of Public Instruction, has defeated his opponent, Mr Elkington, by a large majority.: [141, 675, 294, 715]
chaff-text: For Sale at this date—CRUSHED OATS, 3s 4d per Bushel, BRAN, SHARPS, CHAFF, OATEN SHEAF CHAFF. First-class lot of VEGETABLE and FLOWER SEEDS.: [303, 978, 436, 1018]
dimant-address: East street, Ashburton.: [606, 920, 685, 929]
column-2: [138, 31, 298, 1384]
timber-text-2: The WHOLE of which will be sold at cheap rates to make room for fresh shipments.: [587, 1045, 704, 1070]
matson-sub: AUCTIONEERS & VALUATORS, LAND, STOCK, AND ESTATE AGENTS.: [446, 620, 577, 637]
bakers-text: At a meeting of co-operative bakers held here to-day, it was decided that the men should go out on strike without further delay unless their demands for increased wages were acceded to.: [141, 571, 294, 611]
gundry-list: Fencing Wire, Nos. 8 and 9, Posts and Rails, Stakes Turnip, Clover, and Gorse Seeds Station and Farm Stores Boiled and Raw Oil Ruddle Lampblack, &c., &c.: [975, 791, 1084, 846]
perm-signature: J. WARD, Secretary.: [638, 453, 704, 462]
permanent-society-ad: [587, 390, 704, 467]
iogt-ad: I.O.G.T.—STAR OF THE EAST LODGE.—Members of the above Lodge are requested to MEET o SATURDAY Night. Business, urge and important. ALFRED COOK, L.D.: [9, 1763, 132, 1803]
column-5: [584, 31, 708, 1384]
jones-text: Beg to inform the public that they keep a small Portable Engine and Chaff-cutter of the best pattern, and are prepared to CUT CHAFF on farmers' premises in any quantity, and at the shortest notice.: [303, 314, 436, 361]
wool-sale-title: Wool Sale.: [619, 57, 672, 72]
to-let-heading: To Let and for Sale.: [303, 792, 436, 804]
clearing-text: I am clearing out my stock of: [923, 510, 1021, 519]
sewing-discount: At a DISCOUNT of TWENTY-FIVE PER CENT. for Cash.: [879, 547, 1065, 555]
timber-title: Timber.: [626, 945, 665, 960]
advances: ADVANCES made on Wool, either for this market or for shipment to London.: [587, 126, 704, 151]
weekly-sales-title: Weekly Sales: [468, 859, 555, 877]
bottom-left-ads: [839, 616, 972, 1136]
